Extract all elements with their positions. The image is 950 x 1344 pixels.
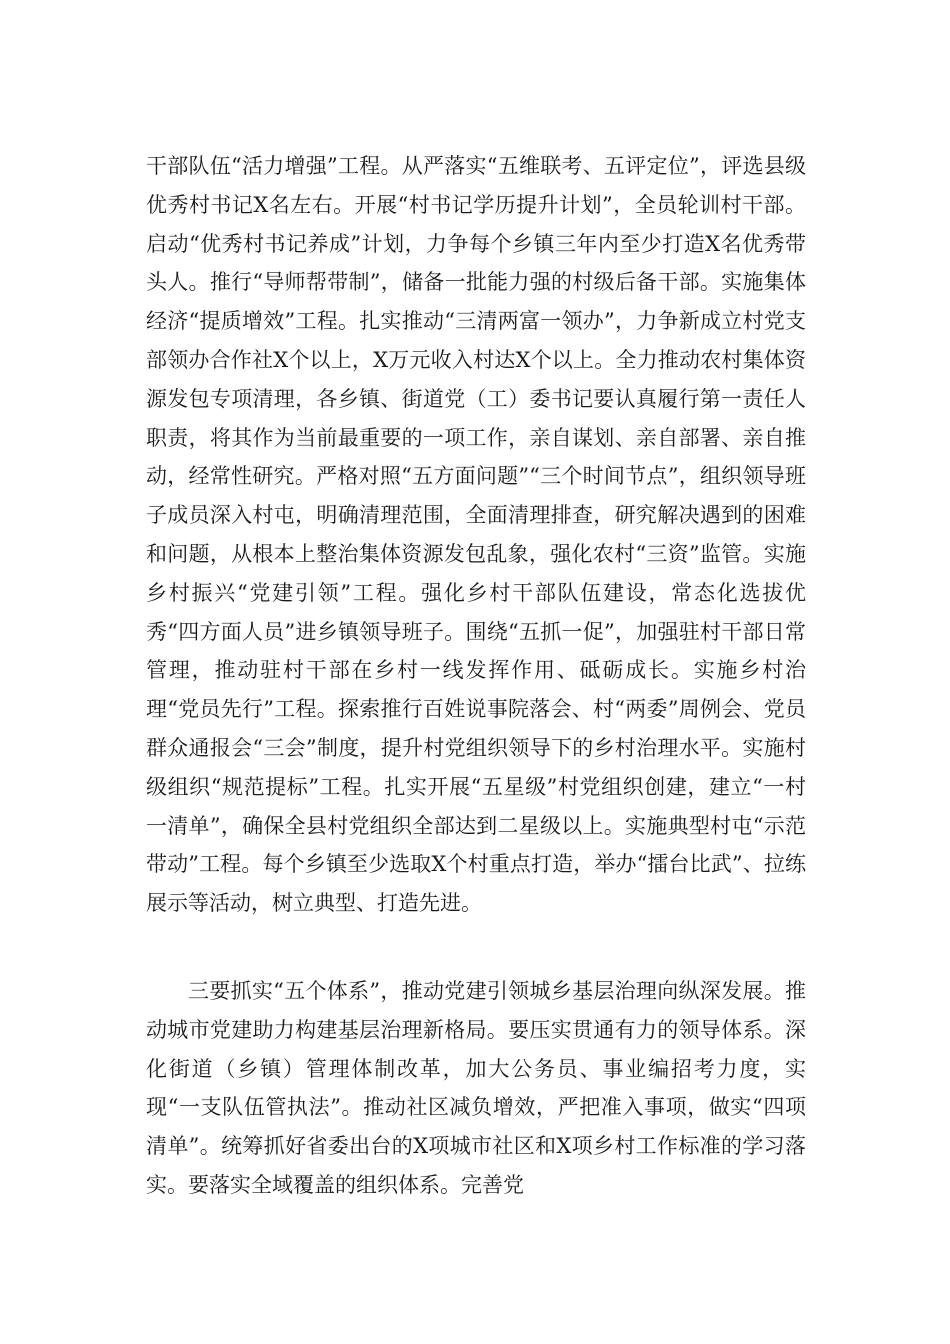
body-paragraph-1 [146, 126, 806, 944]
paragraph-text: 三要抓实“五个体系”，推动党建引领城乡基层治理向纵深发展。推动城市党建助力构建基层治理新格局。要压实贯通有力的领导体系。深化街道（乡镇）管理体制改革，加大公务员、事业编招考力度，实现“一支队伍管执法”。推动社区减负增效，严把准入事项，做实“四项清单”。统筹抓好省委出台的X项城市社区和X项乡村工作标准的学习落实。要落实全域覆盖的组织体系。完善党 [146, 979, 806, 1197]
body-paragraph-2 [146, 951, 806, 1226]
paragraph-text: 干部队伍“活力增强”工程。从严落实“五维联考、五评定位”，评选县级优秀村书记X名左右。开展“村书记学历提升计划”，全员轮训村干部。启动“优秀村书记养成”计划，力争每个乡镇三年内至少打造X名优秀带头人。推行“导师帮带制”，储备一批能力强的村级后备干部。实施集体经济“提质增效”工程。扎实推动“三清两富一领办”，力争新成立村党支部领办合作社X个以上，X万元收入村达X个以上。全力推动农村集体资源发包专项清理，各乡镇、街道党（工）委书记要认真履行第一责任人职责，将其作为当前最重要的一项工作，亲自谋划、亲自部署、亲自推动，经常性研究。严格对照“五方面问题”“三个时间节点”，组织领导班子成员深入村屯，明确清理范围，全面清理排查，研究解决遇到的困难和问题，从根本上整治集体资源发包乱象，强化农村“三资”监管。实施乡村振兴“党建引领”工程。强化乡村干部队伍建设，常态化选拔优秀“四方面人员”进乡镇领导班子。围绕“五抓一促”，加强驻村干部日常管理，推动驻村干部在乡村一线发挥作用、砥砺成长。实施乡村治理“党员先行”工程。探索推行百姓说事院落会、村“两委”周例会、党员群众通报会“三会”制度，提升村党组织领导下的乡村治理水平。实施村级组织“规范提标”工程。扎实开展“五星级”村党组织创建，建立“一村一清单”，确保全县村党组织全部达到二星级以上。实施典型村屯“示范带动”工程。每个乡镇至少选取X个村重点打造，举办“擂台比武”、拉练展示等活动，树立典型、打造先进。 [146, 154, 806, 916]
